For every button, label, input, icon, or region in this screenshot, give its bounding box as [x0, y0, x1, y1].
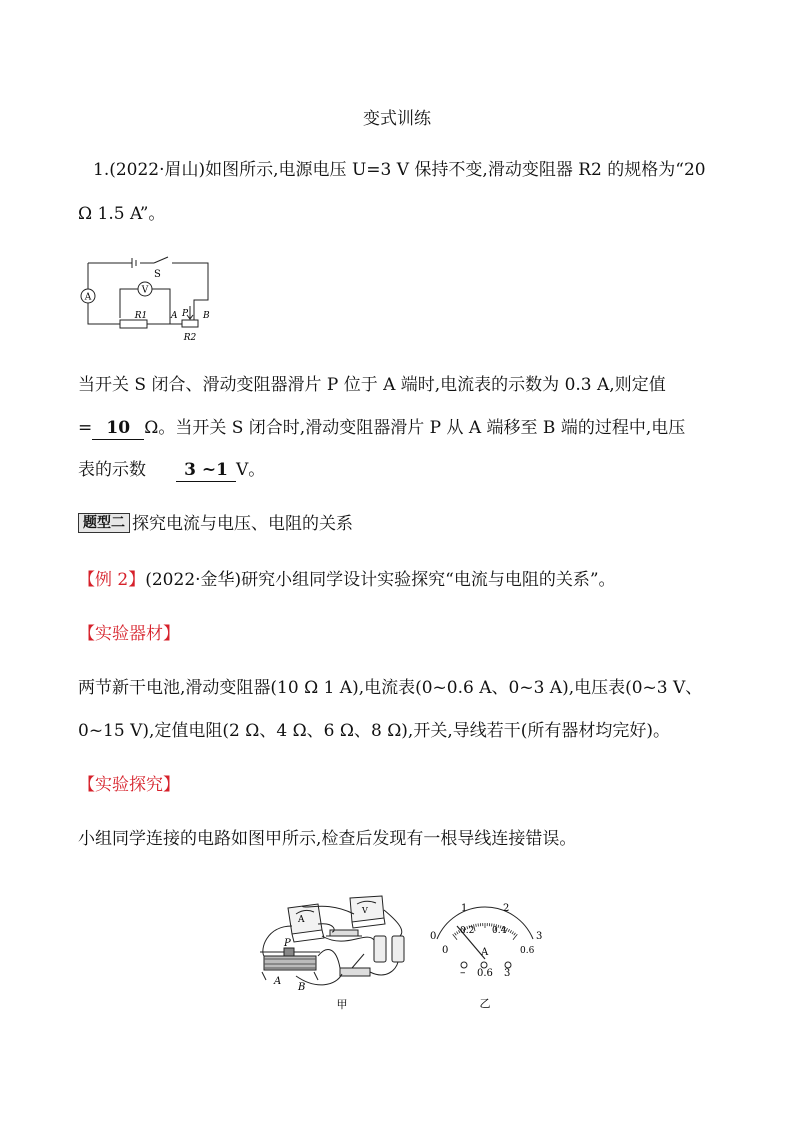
label-r2: R2: [183, 333, 197, 343]
dial-tick: [456, 932, 458, 935]
ammeter-device-icon: [288, 904, 324, 942]
svg-text:A: A: [84, 292, 92, 303]
label-a: A: [274, 976, 282, 987]
dial-tick: [512, 932, 514, 935]
svg-text:0: 0: [442, 945, 449, 956]
label-switch: S: [154, 269, 161, 280]
voltmeter-icon: [138, 282, 152, 296]
caption-jia: 甲: [336, 998, 348, 1011]
caption-yi: 乙: [479, 997, 491, 1010]
circuit-diagram-1: [74, 248, 214, 346]
label-b: B: [298, 982, 306, 993]
svg-text:–: –: [460, 966, 466, 979]
page-title: 变式训练: [363, 109, 431, 129]
label-a: A: [171, 311, 178, 321]
answer-blank-1[interactable]: 10: [92, 417, 144, 440]
dial-tick: [508, 929, 509, 932]
svg-text:V: V: [141, 285, 149, 296]
section-heading: 题型二 探究电流与电压、电阻的关系: [78, 513, 353, 535]
svg-text:V: V: [362, 906, 368, 915]
q1-line2: Ω 1.5 A”。: [78, 204, 166, 224]
example-2: 【例 2】(2022·金华)研究小组同学设计实验探究“电流与电阻的关系”。: [78, 570, 616, 590]
switch-icon: [340, 954, 370, 976]
svg-text:1: 1: [461, 903, 468, 914]
svg-text:3: 3: [536, 931, 543, 942]
equip-line2: 0~15 V),定值电阻(2 Ω、4 Ω、6 Ω、8 Ω),开关,导线若干(所有器材均完好)。: [78, 721, 671, 741]
q1-line1: 1.(2022·眉山)如图所示,电源电压 U=3 V 保持不变,滑动变阻器 R2 的规格为“20: [93, 160, 706, 180]
label-b: B: [203, 311, 210, 321]
dial-tick: [455, 933, 457, 935]
dial-tick: [510, 930, 512, 933]
dial-tick: [514, 933, 516, 935]
q1-line4: = 10 Ω。当开关 S 闭合时,滑动变阻器滑片 P 从 A 端移至 B 端的过程中,电压: [78, 418, 686, 438]
rheostat-icon: [260, 948, 320, 980]
label-r1: R1: [134, 311, 148, 321]
explore-heading: 【实验探究】: [78, 775, 180, 795]
section-tag: 题型二: [78, 513, 130, 533]
explore-line1: 小组同学连接的电路如图甲所示,检查后发现有一根导线连接错误。: [78, 829, 577, 849]
q1-line5: 表的示数 3 ~1 V。: [78, 460, 266, 480]
svg-text:0.6: 0.6: [520, 946, 535, 956]
figure-jia: [256, 890, 416, 1015]
equip-heading: 【实验器材】: [78, 624, 180, 644]
svg-text:0: 0: [430, 931, 437, 942]
svg-text:3: 3: [504, 968, 511, 979]
svg-text:A: A: [298, 915, 305, 925]
label-p: P: [182, 309, 189, 319]
answer-blank-2[interactable]: 3 ~1: [176, 459, 236, 482]
ammeter-icon: [81, 289, 95, 303]
svg-text:0.4: 0.4: [492, 926, 507, 936]
figure-yi: [420, 895, 550, 1015]
unit-label: A: [481, 947, 489, 958]
dial-tick: [476, 924, 477, 927]
label-p: P: [284, 938, 291, 949]
q1-line3: 当开关 S 闭合、滑动变阻器滑片 P 位于 A 端时,电流表的示数为 0.3 A,则定值: [78, 375, 666, 395]
svg-text:2: 2: [503, 903, 510, 914]
svg-text:0.6: 0.6: [477, 968, 493, 979]
svg-text:0.2: 0.2: [460, 926, 475, 936]
equip-line1: 两节新干电池,滑动变阻器(10 Ω 1 A),电流表(0~0.6 A、0~3 A),电压表(0~3 V、: [78, 678, 703, 698]
